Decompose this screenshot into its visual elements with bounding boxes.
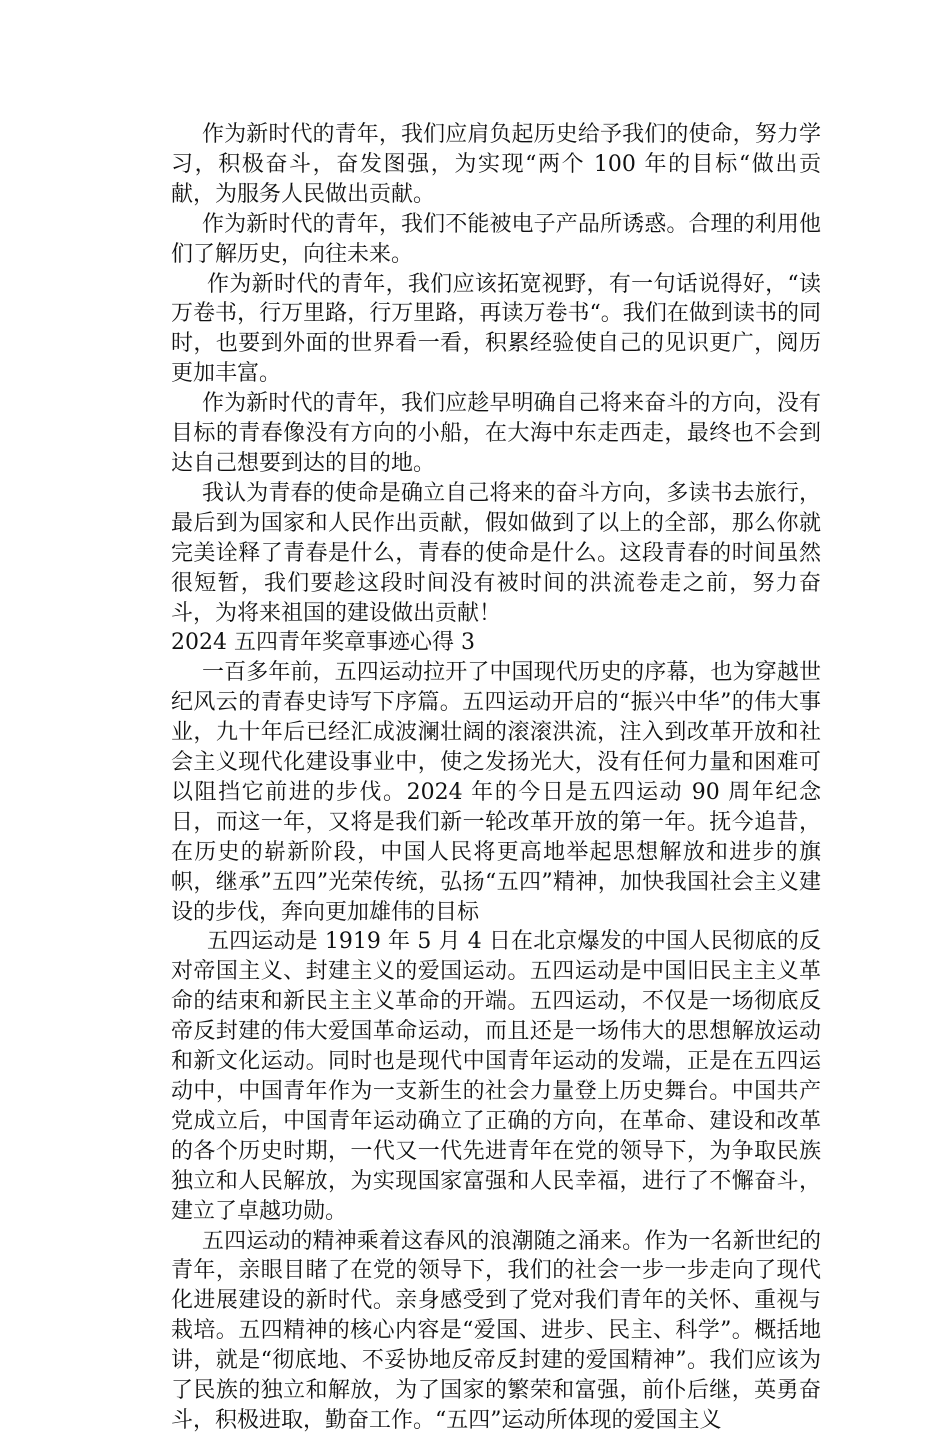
paragraph-1: 作为新时代的青年，我们应肩负起历史给予我们的使命，努力学习，积极奋斗，奋发图强，为实现“两个 100 年的目标“做出贡献，为服务人民做出贡献。	[171, 122, 821, 207]
paragraph-8: 五四运动的精神乘着这春风的浪潮随之涌来。作为一名新世纪的青年，亲眼目睹了在党的领导下，我们的社会一步一步走向了现代化进展建设的新时代。亲身感受到了党对我们青年的关怀、重视与栽培。五四精神的核心内容是“爱国、进步、民主、科学”。概括地讲，就是“彻底地、不妥协地反帝反封建的爱国精神”。我们应该为了民族的独立和解放，为了国家的繁荣和富强，前仆后继，英勇奋斗，积极进取，勤奋工作。“五四”运动所体现的爱国主义	[171, 1228, 821, 1433]
paragraph-4: 作为新时代的青年，我们应趁早明确自己将来奋斗的方向，没有目标的青春像没有方向的小船，在大海中东走西走，最终也不会到达自己想要到达的目的地。	[171, 391, 821, 476]
paragraph-7: 五四运动是 1919 年 5 月 4 日在北京爆发的中国人民彻底的反对帝国主义、封建主义的爱国运动。五四运动是中国旧民主主义革命的结束和新民主主义革命的开端。五四运动，不仅是一场彻底反帝反封建的伟大爱国革命运动，而且还是一场伟大的思想解放运动和新文化运动。同时也是现代中国青年运动的发端，正是在五四运动中，中国青年作为一支新生的社会力量登上历史舞台。中国共产党成立后，中国青年运动确立了正确的方向，在革命、建设和改革的各个历史时期，一代又一代先进青年在党的领导下，为争取民族独立和人民解放，为实现国家富强和人民幸福，进行了不懈奋斗，建立了卓越功勋。	[171, 929, 821, 1224]
paragraph-6: 一百多年前，五四运动拉开了中国现代历史的序幕，也为穿越世纪风云的青春史诗写下序篇。五四运动开启的“振兴中华”的伟大事业，九十年后已经汇成波澜壮阔的滚滚洪流，注入到改革开放和社会主义现代化建设事业中，使之发扬光大，没有任何力量和困难可以阻挡它前进的步伐。2024 年的今日是五四运动 90 周年纪念日，而这一年，又将是我们新一轮改革开放的第一年。抚今追昔，在历史的崭新阶段，中国人民将更高地举起思想解放和进步的旗帜，继承”五四”光荣传统，弘扬“五四”精神，加快我国社会主义建设的步伐，奔向更加雄伟的目标	[171, 660, 821, 925]
section-heading: 2024 五四青年奖章事迹心得 3	[171, 630, 475, 656]
paragraph-3: 作为新时代的青年，我们应该拓宽视野，有一句话说得好，“读万卷书，行万里路，行万里路，再读万卷书“。我们在做到读书的同时，也要到外面的世界看一看，积累经验使自己的见识更广，阅历更加丰富。	[171, 271, 821, 387]
paragraph-2: 作为新时代的青年，我们不能被电子产品所诱惑。合理的利用他们了解历史，向往未来。	[171, 211, 821, 267]
paragraph-5: 我认为青春的使命是确立自己将来的奋斗方向，多读书去旅行，最后到为国家和人民作出贡献，假如做到了以上的全部，那么你就完美诠释了青春是什么，青春的使命是什么。这段青春的时间虽然很短暂，我们要趁这段时间没有被时间的洪流卷走之前，努力奋斗，为将来祖国的建设做出贡献！	[171, 480, 821, 626]
document-body	[171, 120, 821, 1436]
